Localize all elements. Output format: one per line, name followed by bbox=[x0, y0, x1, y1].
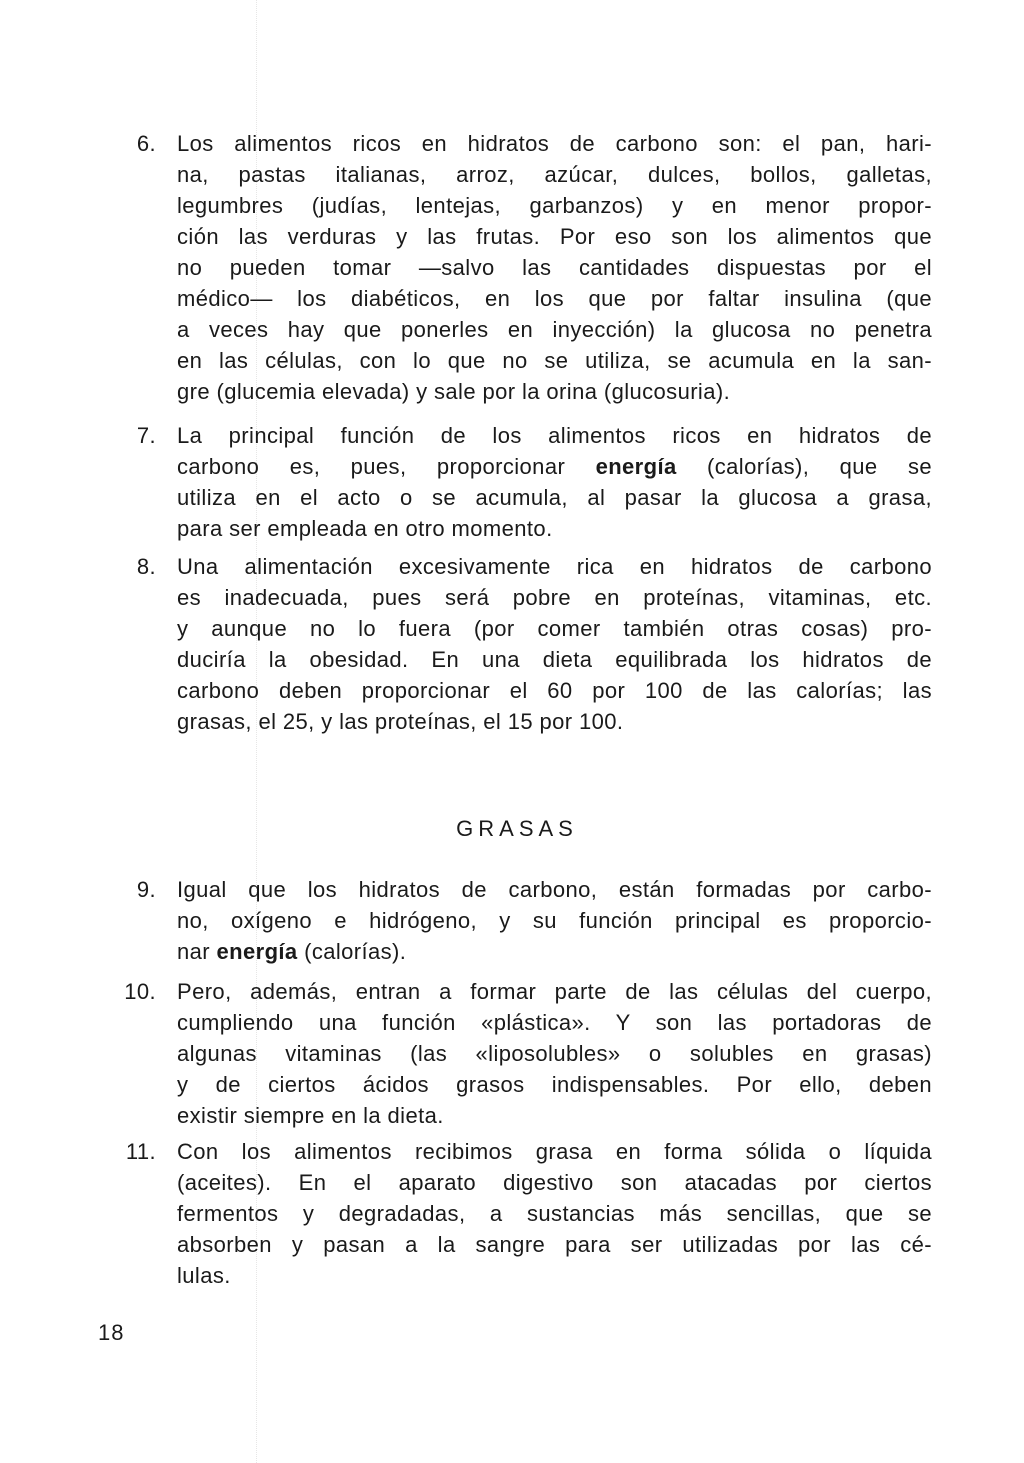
item-text bbox=[177, 976, 932, 1131]
item-text bbox=[177, 420, 932, 544]
item-text bbox=[177, 1136, 932, 1291]
text-line bbox=[177, 451, 932, 482]
item-text bbox=[177, 128, 932, 407]
section-heading bbox=[0, 816, 1024, 842]
text-line: utiliza en el acto o se acumula, al pasar la glucosa a grasa, bbox=[177, 485, 932, 510]
text-line: grasas, el 25, y las proteínas, el 15 por 100. bbox=[177, 709, 624, 734]
item-number: 10. bbox=[124, 979, 156, 1004]
page-number: 18 bbox=[98, 1320, 125, 1345]
bold-term-energia: energía bbox=[216, 939, 298, 964]
item-number: 8. bbox=[136, 554, 156, 579]
item-text bbox=[177, 874, 932, 967]
text-line: legumbres (judías, lentejas, garbanzos) y en menor propor- bbox=[177, 193, 932, 218]
text-line: Una alimentación excesivamente rica en hidratos de carbono bbox=[177, 554, 932, 579]
text-line: algunas vitaminas (las «liposolubles» o solubles en grasas) bbox=[177, 1041, 932, 1066]
text-line: no pueden tomar —salvo las cantidades dispuestas por el bbox=[177, 255, 932, 280]
text-line: es inadecuada, pues será pobre en proteínas, vitaminas, etc. bbox=[177, 585, 932, 610]
section-heading-text: GRASAS bbox=[456, 816, 578, 841]
text-line: no, oxígeno e hidrógeno, y su función principal es proporcio- bbox=[177, 908, 932, 933]
text-line: absorben y pasan a la sangre para ser utilizadas por las cé- bbox=[177, 1232, 932, 1257]
text-line: gre (glucemia elevada) y sale por la orina (glucosuria). bbox=[177, 379, 731, 404]
text-line: Con los alimentos recibimos grasa en forma sólida o líquida bbox=[177, 1139, 932, 1164]
text-line: a veces hay que ponerles en inyección) la glucosa no penetra bbox=[177, 317, 932, 342]
text-line: y de ciertos ácidos grasos indispensables. Por ello, deben bbox=[177, 1072, 932, 1097]
item-number: 7. bbox=[136, 423, 156, 448]
text-line: na, pastas italianas, arroz, azúcar, dulces, bollos, galletas, bbox=[177, 162, 932, 187]
item-text bbox=[177, 551, 932, 737]
text-line: existir siempre en la dieta. bbox=[177, 1103, 444, 1128]
text-fragment: (calorías), que se bbox=[676, 454, 932, 479]
text-fragment: nar bbox=[177, 939, 217, 964]
text-fragment: (calorías). bbox=[297, 939, 407, 964]
text-line: lulas. bbox=[177, 1263, 231, 1288]
text-line: duciría la obesidad. En una dieta equilibrada los hidratos de bbox=[177, 647, 932, 672]
text-line: médico— los diabéticos, en los que por faltar insulina (que bbox=[177, 286, 932, 311]
text-line: en las células, con lo que no se utiliza, se acumula en la san- bbox=[177, 348, 932, 373]
text-line: Los alimentos ricos en hidratos de carbono son: el pan, hari- bbox=[177, 131, 932, 156]
text-line: fermentos y degradadas, a sustancias más sencillas, que se bbox=[177, 1201, 932, 1226]
text-line: y aunque no lo fuera (por comer también otras cosas) pro- bbox=[177, 616, 932, 641]
bold-term-energia: energía bbox=[595, 454, 677, 479]
item-number: 9. bbox=[136, 877, 156, 902]
text-line: ción las verduras y las frutas. Por eso son los alimentos que bbox=[177, 224, 932, 249]
text-line bbox=[177, 936, 932, 967]
text-line: cumpliendo una función «plástica». Y son las portadoras de bbox=[177, 1010, 932, 1035]
text-line: Igual que los hidratos de carbono, están formadas por carbo- bbox=[177, 877, 932, 902]
text-line: (aceites). En el aparato digestivo son atacadas por ciertos bbox=[177, 1170, 932, 1195]
text-line: para ser empleada en otro momento. bbox=[177, 516, 553, 541]
text-fragment: carbono es, pues, proporcionar bbox=[177, 454, 596, 479]
text-line: La principal función de los alimentos ricos en hidratos de bbox=[177, 423, 932, 448]
text-line: Pero, además, entran a formar parte de las células del cuerpo, bbox=[177, 979, 932, 1004]
text-line: carbono deben proporcionar el 60 por 100 de las calorías; las bbox=[177, 678, 932, 703]
item-number: 11. bbox=[125, 1139, 156, 1164]
item-number: 6. bbox=[136, 131, 156, 156]
